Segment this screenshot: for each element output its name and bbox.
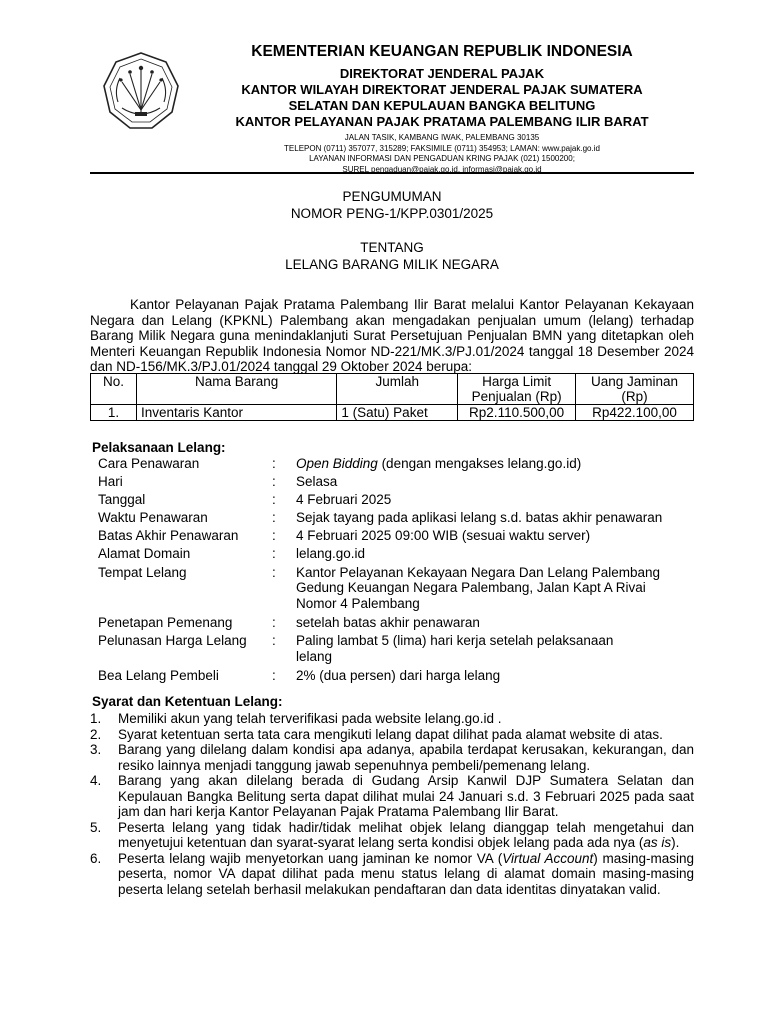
exec-value: lelang.go.id	[296, 546, 366, 562]
table-row	[91, 405, 694, 421]
ministry-name: KEMENTERIAN KEUANGAN REPUBLIK INDONESIA	[251, 43, 633, 60]
term-text-part: ) masing-masing peserta, nomor VA dapat dilihat pada menu status lelang di alamat domain masing-masing peserta lelang setelah berhasil melakukan pendaftaran dan data identitas dinyatakan valid.	[118, 850, 694, 897]
terms-title: Syarat dan Ketentuan Lelang:	[92, 694, 283, 709]
term-text-part: ).	[671, 835, 680, 850]
term-text: Memiliki akun yang telah terverifikasi pada website lelang.go.id .	[118, 711, 502, 726]
list-item	[98, 492, 694, 508]
exec-value: 2% (dua persen) dari harga lelang	[296, 668, 501, 684]
exec-value-line: Kantor Pelayanan Kekayaan Negara Dan Lelang Palembang	[296, 564, 661, 580]
exec-label: Tanggal	[98, 492, 146, 508]
list-item	[90, 742, 694, 773]
announcement-about: TENTANG	[360, 240, 424, 255]
exec-colon: :	[272, 492, 276, 508]
office-service: LAYANAN INFORMASI DAN PENGADUAN KRING PAJAK (021) 1500200;	[309, 154, 575, 163]
header-deposit	[576, 374, 694, 405]
exec-label: Alamat Domain	[98, 546, 191, 562]
list-item	[98, 456, 694, 472]
list-item	[90, 773, 694, 820]
term-number: 1.	[90, 711, 102, 726]
exec-colon: :	[272, 510, 276, 526]
list-item	[98, 528, 694, 544]
goods-table-header	[91, 374, 694, 405]
office-email: SUREL pengaduan@pajak.go.id, informasi@pajak.go.id	[342, 164, 542, 174]
term-text-part: Peserta lelang wajib menyetorkan uang jaminan ke nomor VA (	[118, 850, 503, 866]
announcement-number: NOMOR PENG-1/KPP.0301/2025	[290, 205, 494, 221]
list-item	[98, 633, 694, 664]
exec-colon: :	[272, 615, 276, 631]
term-number: 5.	[90, 819, 102, 835]
exec-value: setelah batas akhir penawaran	[296, 615, 480, 631]
exec-colon: :	[272, 474, 276, 490]
cell-no: 1.	[91, 405, 137, 421]
tax-office-name: KANTOR PELAYANAN PAJAK PRATAMA PALEMBANG ILIR BARAT	[235, 114, 649, 129]
exec-colon: :	[272, 456, 276, 471]
term-number: 4.	[90, 773, 102, 788]
exec-label: Waktu Penawaran	[98, 510, 208, 526]
cell-name: Inventaris Kantor	[136, 405, 336, 421]
announcement-titles	[90, 189, 694, 273]
header-deposit-line1: Uang Jaminan	[591, 374, 679, 389]
exec-value: 4 Februari 2025 09:00 WIB (sesuai waktu server)	[296, 528, 591, 544]
exec-value-line: Nomor 4 Palembang	[296, 595, 420, 611]
term-text-part: Peserta lelang yang tidak hadir/tidak melihat objek lelang dianggap telah mengetahui dan menyetujui ketentuan dan syarat-syarat lelang serta kondisi objek lelang pada ada nya (	[118, 819, 694, 850]
list-item	[98, 615, 694, 631]
exec-value-rest: (dengan mengakses lelang.go.id)	[377, 456, 582, 471]
list-item	[98, 510, 694, 526]
list-item	[90, 727, 694, 743]
list-item	[98, 668, 694, 684]
exec-label: Penetapan Pemenang	[98, 615, 233, 631]
intro-text: Kantor Pelayanan Pajak Pratama Palembang Ilir Barat melalui Kantor Pelayanan Kekayaan Negara dan Lelang (KPKNL) Palembang akan mengadakan penjualan umum (lelang) terhadap Barang Milik Negara guna menindaklanjuti Surat Persetujuan Penjualan BMN yang ditetapkan oleh Menteri Keuangan Republik Indonesia Nomor ND-221/MK.3/PJ.01/2024 tanggal 18 Desember 2024 dan ND-156/MK.3/PJ.01/2024 tanggal 29 Oktober 2024 berupa:	[90, 297, 694, 374]
header-deposit-line2: (Rp)	[621, 389, 648, 404]
cell-limit-price: Rp2.110.500,00	[458, 405, 576, 421]
term-text: Barang yang dilelang dalam kondisi apa adanya, apabila terdapat kerusakan, kekurangan, dan resiko lainnya menjadi tanggung jawab sepenuhnya pembeli/pemenang lelang.	[118, 742, 694, 773]
header-no: No.	[91, 374, 137, 405]
exec-colon: :	[272, 668, 276, 684]
header-limit-price-line1: Harga Limit	[482, 374, 552, 389]
exec-value: 4 Februari 2025	[296, 492, 392, 508]
term-text: Syarat ketentuan serta tata cara mengikuti lelang dapat dilihat pada alamat website di atas.	[118, 726, 663, 742]
list-item	[90, 851, 694, 898]
exec-colon: :	[272, 546, 276, 562]
ministry-emblem-icon	[100, 50, 182, 132]
exec-value	[296, 456, 694, 472]
exec-label: Cara Penawaran	[98, 456, 200, 471]
exec-colon: :	[272, 528, 276, 544]
header-qty: Jumlah	[337, 374, 458, 405]
office-phone: TELEPON (0711) 357077, 315289; FAKSIMILE (0711) 354953; LAMAN: www.pajak.go.id	[284, 143, 600, 153]
goods-table	[90, 373, 694, 421]
term-text-italic: Virtual Account	[502, 850, 594, 866]
exec-value	[296, 633, 694, 664]
list-item	[98, 565, 694, 612]
letterhead	[200, 42, 684, 175]
exec-value-line: lelang	[296, 648, 333, 664]
term-text	[118, 851, 694, 898]
term-text-italic: as is	[643, 835, 672, 850]
directorate-name: DIREKTORAT JENDERAL PAJAK	[339, 66, 545, 81]
exec-label: Tempat Lelang	[98, 564, 187, 580]
exec-value-italic: Open Bidding	[296, 456, 378, 471]
header-name: Nama Barang	[136, 374, 336, 405]
exec-colon: :	[272, 633, 276, 649]
regional-office-line1: KANTOR WILAYAH DIREKTORAT JENDERAL PAJAK SUMATERA	[241, 82, 643, 97]
cell-qty: 1 (Satu) Paket	[337, 405, 458, 421]
execution-details	[98, 456, 694, 686]
term-number: 3.	[90, 742, 102, 757]
announcement-subject: LELANG BARANG MILIK NEGARA	[285, 256, 499, 272]
terms-list	[90, 711, 694, 897]
exec-label: Hari	[98, 474, 123, 490]
term-number: 2.	[90, 726, 102, 742]
header-limit-price-line2: Penjualan (Rp)	[471, 389, 562, 404]
exec-value: Sejak tayang pada aplikasi lelang s.d. batas akhir penawaran	[296, 510, 663, 526]
list-item	[98, 474, 694, 490]
execution-title: Pelaksanaan Lelang:	[92, 440, 226, 455]
exec-value-line: Gedung Keuangan Negara Palembang, Jalan Kapt A Rivai	[296, 580, 646, 596]
list-item	[90, 820, 694, 851]
list-item	[90, 711, 694, 727]
exec-value	[296, 565, 694, 612]
term-text	[118, 820, 694, 851]
exec-label: Pelunasan Harga Lelang	[98, 633, 247, 649]
exec-label: Bea Lelang Pembeli	[98, 668, 219, 684]
exec-colon: :	[272, 564, 276, 580]
term-number: 6.	[90, 850, 102, 866]
cell-deposit: Rp422.100,00	[576, 405, 694, 421]
list-item	[98, 546, 694, 562]
header-limit-price	[458, 374, 576, 405]
letterhead-divider	[90, 172, 694, 174]
term-text: Barang yang akan dilelang berada di Gudang Arsip Kanwil DJP Sumatera Selatan dan Kepulauan Bangka Belitung serta dapat dilihat mulai 24 Januari s.d. 3 Februari 2025 pada saat jam dan hari kerja Kantor Pelayanan Pajak Pratama Palembang Ilir Barat.	[118, 773, 694, 819]
exec-label: Batas Akhir Penawaran	[98, 528, 239, 544]
exec-value-line: Paling lambat 5 (lima) hari kerja setelah pelaksanaan	[296, 633, 614, 649]
exec-value: Selasa	[296, 474, 338, 490]
intro-paragraph	[90, 297, 694, 375]
regional-office-line2: SELATAN DAN KEPULAUAN BANGKA BELITUNG	[288, 98, 596, 113]
announcement-heading: PENGUMUMAN	[342, 189, 442, 204]
office-address: JALAN TASIK, KAMBANG IWAK, PALEMBANG 30135	[344, 133, 540, 142]
